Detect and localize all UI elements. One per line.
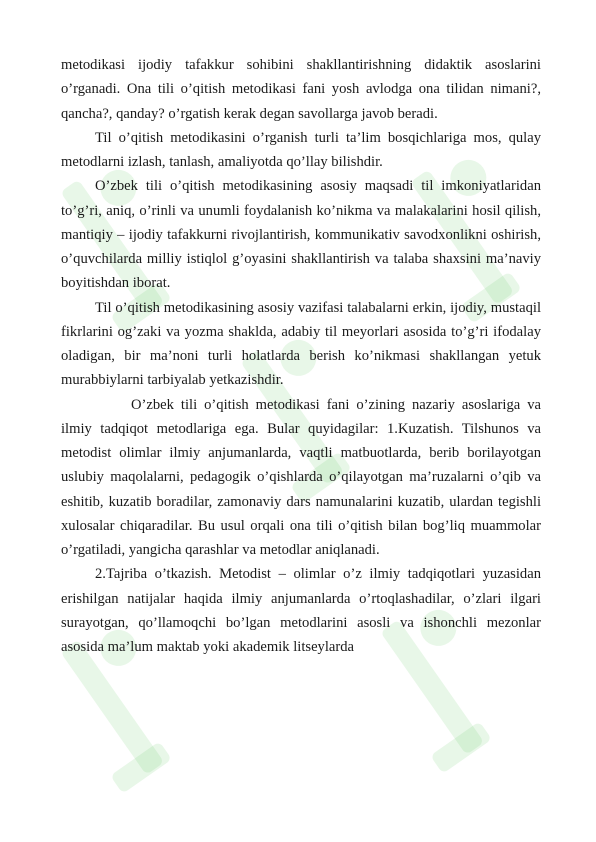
paragraph-continuation: metodikasi ijodiy tafakkur sohibini shakllantirishning didaktik asoslarini o’rganadi. Ona tili o’qitish metodikasi fani yosh avlodga ona tilidan nimani?, qancha?, qanday? o’rgatish kerak degan savollarga javob beradi. bbox=[61, 57, 541, 122]
paragraph-experiment-method: 2.Tajriba o’tkazish. Metodist – olimlar o’z ilmiy tadqiqotlari yuzasidan erishilgan natijalar haqida ilmiy anjumanlarda o’rtoqlashadilar, o’zlari ilgari surayotgan, qo’llamoqchi bo’lgan metodlarini asosli va ishonchli mezonlar asosida ma’lum maktab yoki akademik litseylarda bbox=[61, 566, 541, 655]
document-body bbox=[61, 53, 541, 659]
paragraph-methodology-study: Til o’qitish metodikasini o’rganish turli ta’lim bosqichlariga mos, qulay metodlarni izlash, tanlash, amaliyotda qo’llay bilishdir. bbox=[61, 129, 541, 170]
paragraph-observation-method: O’zbek tili o’qitish metodikasi fani o’zining nazariy asoslariga va ilmiy tadqiqot metodlariga ega. Bular quyidagilar: 1.Kuzatish. Tilshunos va metodist olimlar ilmiy anjumanlarda, vaqtli matbuotlarda, berib borilayotgan uslubiy maqolalarni, pedagogik o’qishlarda o’qilayotgan ma’ruzalarni o’qib va eshitib, kuzatib boradilar, zamonaviy dars namunalarini kuzatib, ulardan tegishli xulosalar chiqaradilar. Bu usul orqali ona tili o’qitish bilan bog’liq muammolar o’rgatiladi, yangicha qarashlar va metodlar aniqlanadi. bbox=[61, 396, 541, 558]
paragraph-main-goal: O’zbek tili o’qitish metodikasining asosiy maqsadi til imkoniyatlaridan to’g’ri, aniq, o’rinli va unumli foydalanish ko’nikma va malakalarini hosil qilish, mantiqiy – ijodiy tafakkurni rivojlantirish, kommunikativ savodxonlikni oshirish, o’quvchilarda milliy istiqlol g’oyasini shakllantirish va talaba shaxsini ma’naviy boyitishdan iborat. bbox=[61, 178, 541, 292]
paragraph-main-task: Til o’qitish metodikasining asosiy vazifasi talabalarni erkin, ijodiy, mustaqil fikrlarini og’zaki va yozma shaklda, adabiy til meyorlari asosida to’g’ri ifodalay oladigan, bir ma’noni turli holatlarda berish ko’nikmasi shakllangan yetuk murabbiylarni tarbiyalab yetkazishdir. bbox=[61, 299, 541, 389]
